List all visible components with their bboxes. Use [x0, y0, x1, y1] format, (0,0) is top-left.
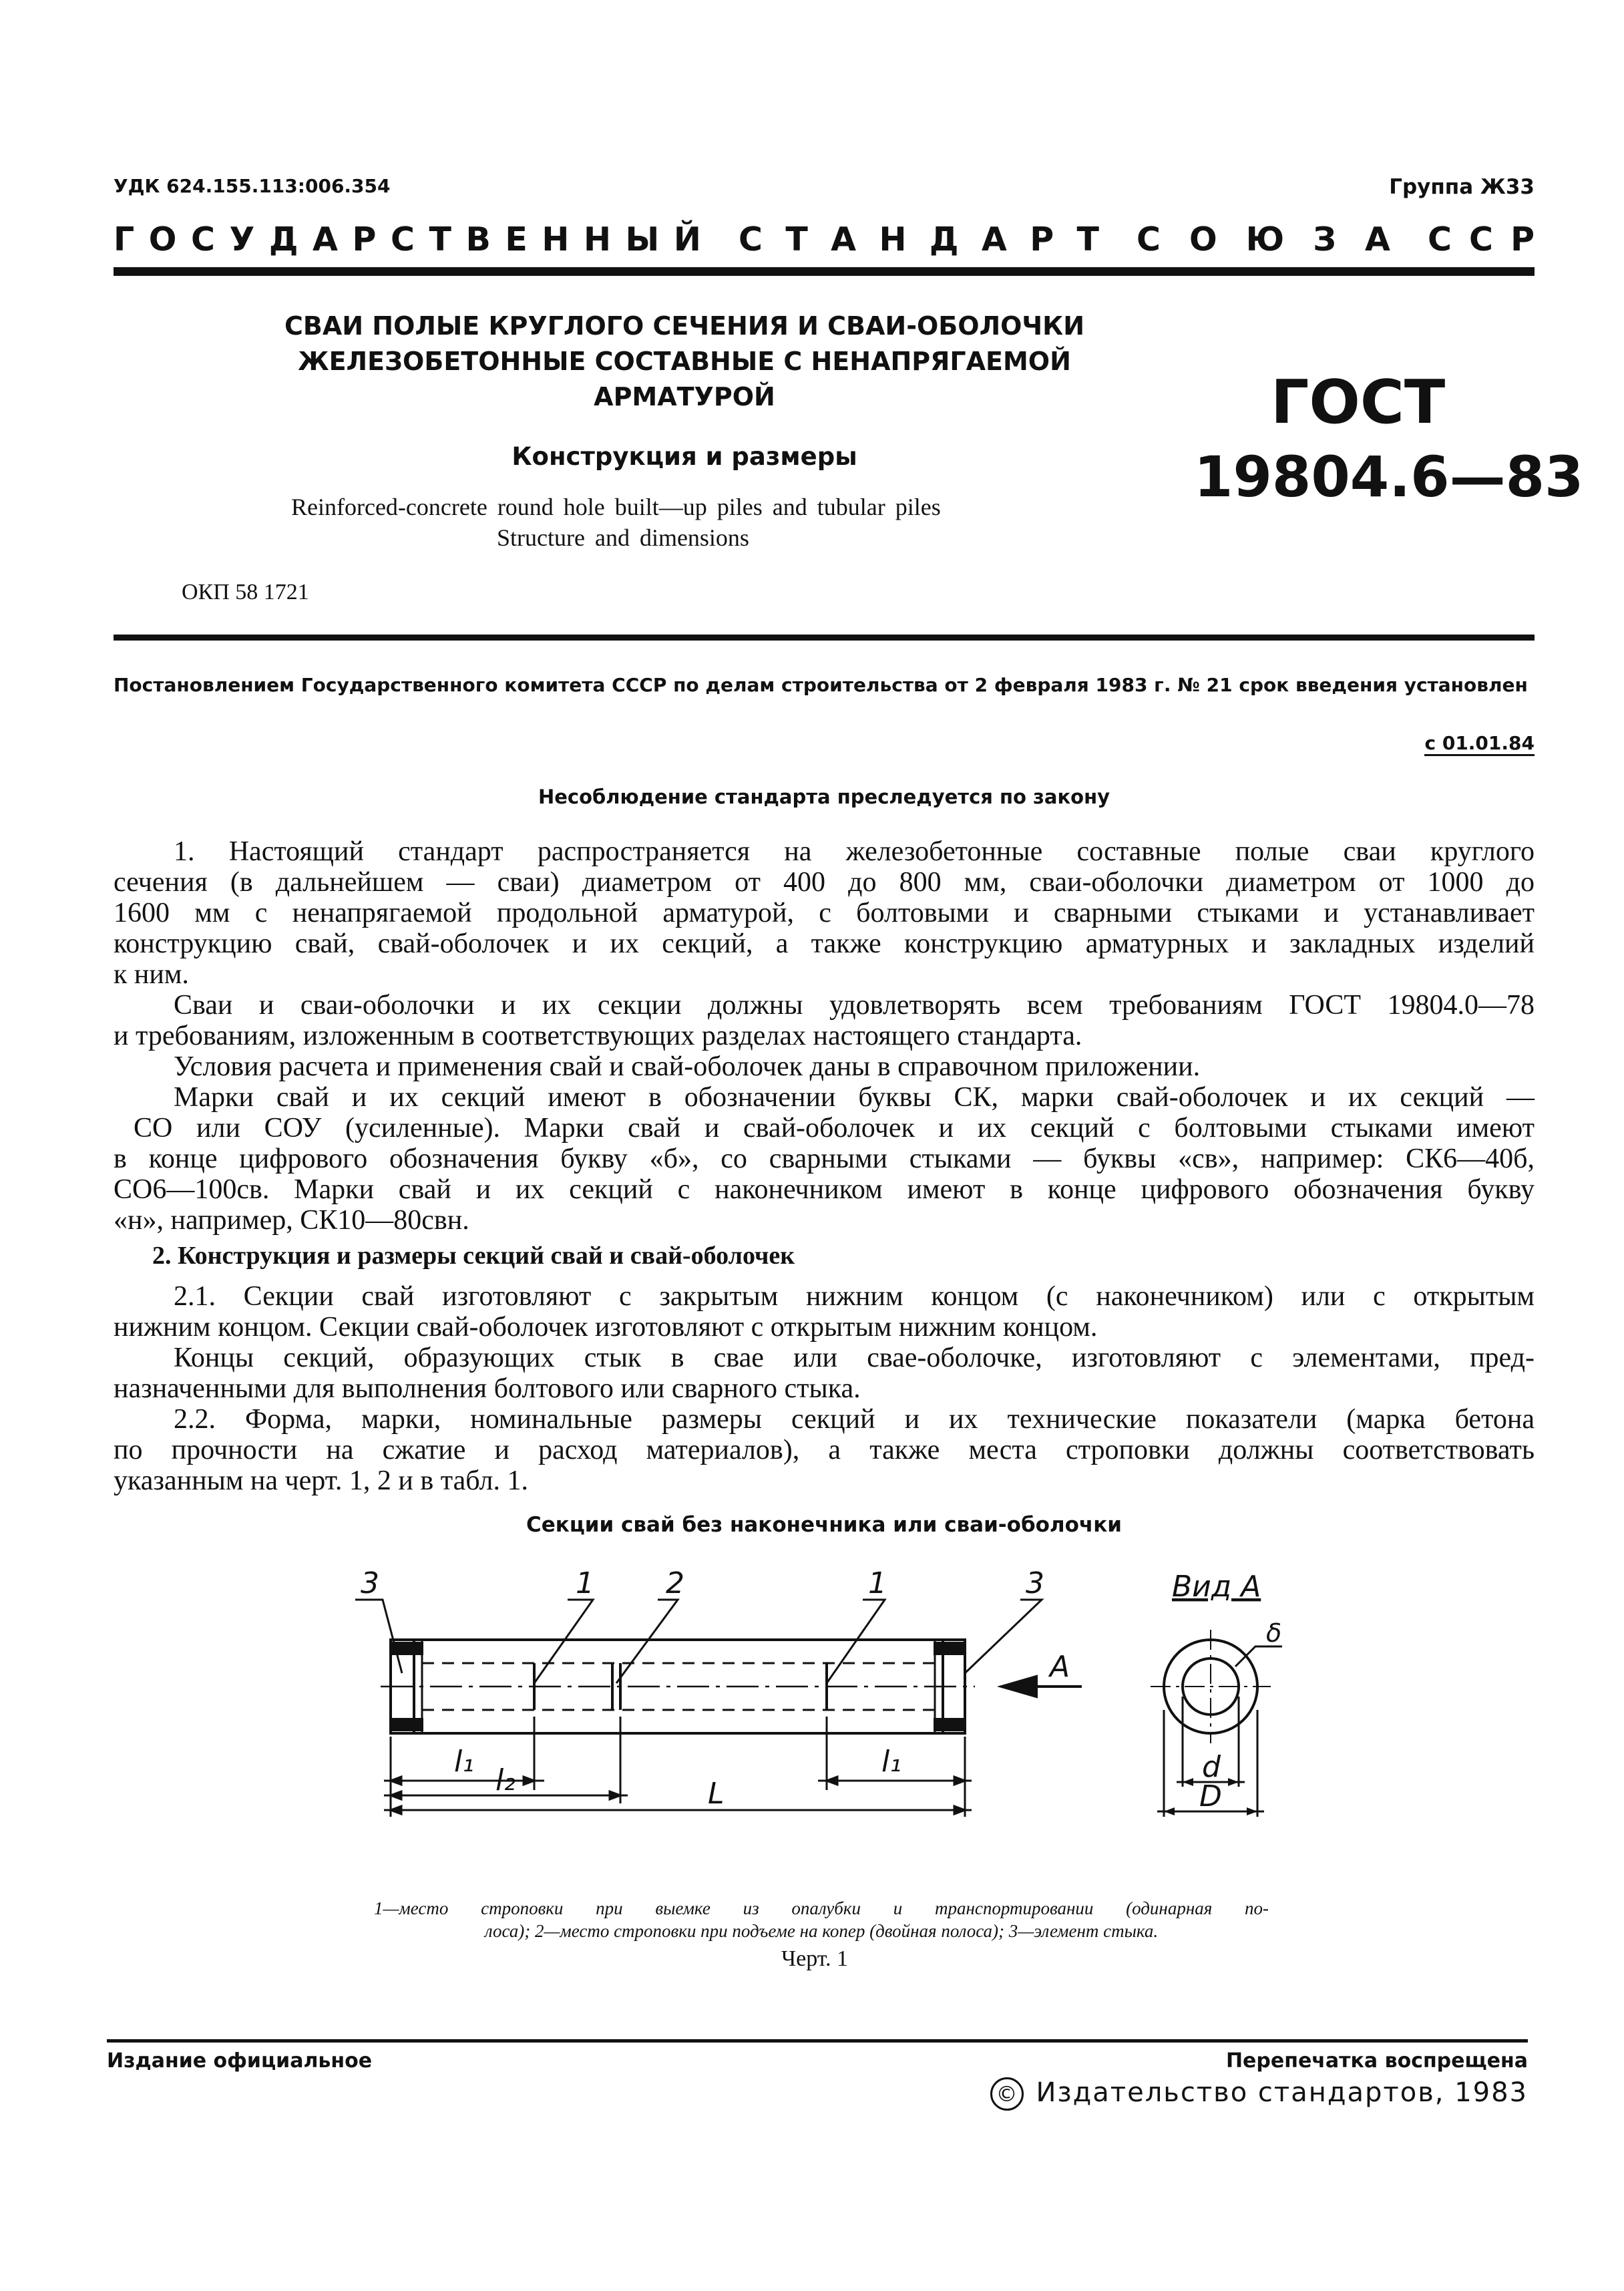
banner-letter: Н — [583, 220, 611, 258]
english-title: Reinforced-concrete round hole built—up piles and tubular piles — [291, 494, 941, 520]
banner-letter: Д — [929, 220, 959, 258]
title-line-2: ЖЕЛЕЗОБЕТОННЫЕ СОСТАВНЫЕ С НЕНАПРЯГАЕМОЙ — [298, 347, 1071, 376]
p4-line-4: СО6—100св. Марки свай и их секций с наконечником имеют в конце цифрового обозначения букву — [114, 1174, 1535, 1205]
banner-letter: А — [981, 220, 1007, 258]
p22-line-2: по прочности на сжатие и расход материалов), а также места строповки должны соответствовать — [114, 1435, 1535, 1465]
banner-letter: А — [313, 220, 338, 258]
banner-letter: О — [148, 220, 177, 258]
banner-letter: Т — [429, 220, 451, 258]
group-code: Группа Ж33 — [1389, 175, 1535, 199]
p1-line-3: 1600 мм с ненапрягаемой продольной арматурой, с болтовыми и сварными стыками и устанавливает — [114, 898, 1535, 928]
p1-line-1: 1. Настоящий стандарт распространяется на железобетонные составные полые сваи круглого — [174, 836, 1535, 867]
p1-line-2: сечения (в дальнейшем — сваи) диаметром от 400 до 800 мм, сваи-оболочки диаметром от 1000 до — [114, 867, 1535, 898]
banner-letter: З — [1313, 220, 1337, 258]
legal-notice: Несоблюдение стандарта преследуется по закону — [538, 785, 1110, 808]
label-joint-left: 3 — [361, 1566, 379, 1600]
document-subtitle: Конструкция и размеры — [512, 442, 857, 471]
p21b-line-2: назначенными для выполнения болтового или сварного стыка. — [114, 1373, 861, 1404]
p4-line-1: Марки свай и их секций имеют в обозначении буквы СК, марки свай-оболочек и их секций — — [174, 1082, 1535, 1113]
label-d: d — [1202, 1750, 1221, 1784]
label-lift-2: 2 — [666, 1566, 684, 1600]
p4-line-5: «н», например, СК10—80свн. — [114, 1205, 469, 1236]
banner-letter: Ю — [1245, 220, 1285, 258]
label-joint-right: 3 — [1026, 1566, 1044, 1600]
gost-number: 19804.6—83 — [1194, 444, 1584, 510]
label-arrow-a: А — [1050, 1650, 1070, 1684]
banner-letter: С — [390, 220, 415, 258]
label-l1-left: l₁ — [454, 1745, 474, 1779]
label-view-a: Вид А — [1172, 1570, 1261, 1604]
p1-line-5: к ним. — [114, 959, 189, 990]
effective-date: с 01.01.84 — [1424, 732, 1535, 756]
figure-number: Черт. 1 — [781, 1946, 849, 1971]
footer-rule — [107, 2039, 1528, 2043]
banner-letter: Н — [542, 220, 570, 258]
english-subtitle: Structure and dimensions — [497, 524, 749, 551]
copyright-icon: © — [990, 2077, 1024, 2111]
decree-text: Постановлением Государственного комитета СССР по делам строительства от 2 февраля 1983 г. № 21 срок введения установлен — [114, 674, 1528, 696]
official-edition: Издание официальное — [107, 2049, 373, 2073]
banner-letter: Р — [352, 220, 377, 258]
banner-letter: Р — [1030, 220, 1054, 258]
legend-line-1: 1—место строповки при выемке из опалубки и транспортировании (одинарная по- — [374, 1898, 1269, 1918]
p3-line-1: Условия расчета и применения свай и свай-оболочек даны в справочном приложении. — [174, 1051, 1201, 1082]
p21b-line-1: Концы секций, образующих стык в свае или свае-оболочке, изготовляют с элементами, пред- — [174, 1343, 1535, 1373]
copyright-text: Издательство стандартов, 1983 — [1036, 2077, 1528, 2108]
reprint-notice: Перепечатка воспрещена — [1225, 2049, 1528, 2073]
legend-line-2: лоса); 2—место строповки при подъеме на копер (двойная полоса); 3—элемент стыка. — [484, 1921, 1159, 1941]
leader-lines — [355, 1600, 1042, 1683]
label-l1-right: l₁ — [881, 1745, 901, 1779]
p2-line-1: Сваи и сваи-оболочки и их секции должны удовлетворять всем требованиям ГОСТ 19804.0—78 — [174, 990, 1535, 1021]
section-2-heading: 2. Конструкция и размеры секций свай и свай-оболочек — [152, 1242, 795, 1270]
label-l2: l₂ — [495, 1763, 516, 1797]
label-lift-1-left: 1 — [576, 1566, 594, 1600]
udk-code: УДК 624.155.113:006.354 — [114, 175, 391, 197]
p2-line-2: и требованиям, изложенным в соответствующих разделах настоящего стандарта. — [114, 1021, 1082, 1051]
banner-letter: С — [1428, 220, 1452, 258]
p22-line-3: указанным на черт. 1, 2 и в табл. 1. — [114, 1465, 529, 1496]
figure-legend — [374, 1897, 1269, 1942]
title-line-1: СВАИ ПОЛЫЕ КРУГЛОГО СЕЧЕНИЯ И СВАИ-ОБОЛОЧКИ — [284, 311, 1085, 341]
banner-letter: Н — [879, 220, 907, 258]
p22-line-1: 2.2. Форма, марки, номинальные размеры секций и их технические показатели (марка бетона — [174, 1404, 1535, 1435]
banner-letter: У — [229, 220, 255, 258]
banner-letter: Г — [114, 220, 135, 258]
title-line-3: АРМАТУРОЙ — [594, 382, 775, 411]
banner-letter: С — [190, 220, 215, 258]
figure-caption: Секции свай без наконечника или сваи-оболочки — [526, 1513, 1122, 1537]
banner-letter: В — [465, 220, 491, 258]
banner-letter: Й — [673, 220, 701, 258]
p4-line-2: СО или СОУ (усиленные). Марки свай и свай-оболочек и их секций с болтовыми стыками имеют — [134, 1113, 1535, 1143]
label-D: D — [1199, 1779, 1222, 1813]
copyright-line — [990, 2077, 1528, 2111]
banner-letter: С — [1469, 220, 1493, 258]
p21-line-2: нижним концом. Секции свай-оболочек изготовляют с открытым нижним концом. — [114, 1312, 1098, 1343]
banner-letter: Д — [268, 220, 298, 258]
p21-line-1: 2.1. Секции свай изготовляют с закрытым нижним концом (с наконечником) или с открытым — [174, 1281, 1535, 1312]
banner-letter: Ы — [625, 220, 660, 258]
banner-letter: С — [739, 220, 763, 258]
banner-letter: О — [1189, 220, 1217, 258]
banner-letter: Т — [1076, 220, 1099, 258]
banner-letter: А — [831, 220, 857, 258]
p1-line-4: конструкцию свай, свай-оболочек и их секций, а также конструкцию арматурных и закладных изделий — [114, 928, 1535, 959]
label-delta: δ — [1266, 1618, 1282, 1648]
gost-label: ГОСТ — [1271, 367, 1446, 437]
banner-letter: Т — [785, 220, 808, 258]
label-lift-1-right: 1 — [868, 1566, 887, 1600]
banner-letter: Е — [505, 220, 528, 258]
banner-letter: А — [1365, 220, 1390, 258]
banner-letter: Р — [1510, 220, 1535, 258]
label-L: L — [708, 1777, 725, 1811]
okp-code: ОКП 58 1721 — [182, 580, 309, 604]
p4-line-3: в конце цифрового обозначения букву «б», со сварными стыками — буквы «св», например: СК6—40б, — [114, 1143, 1535, 1174]
banner-letter: С — [1137, 220, 1161, 258]
